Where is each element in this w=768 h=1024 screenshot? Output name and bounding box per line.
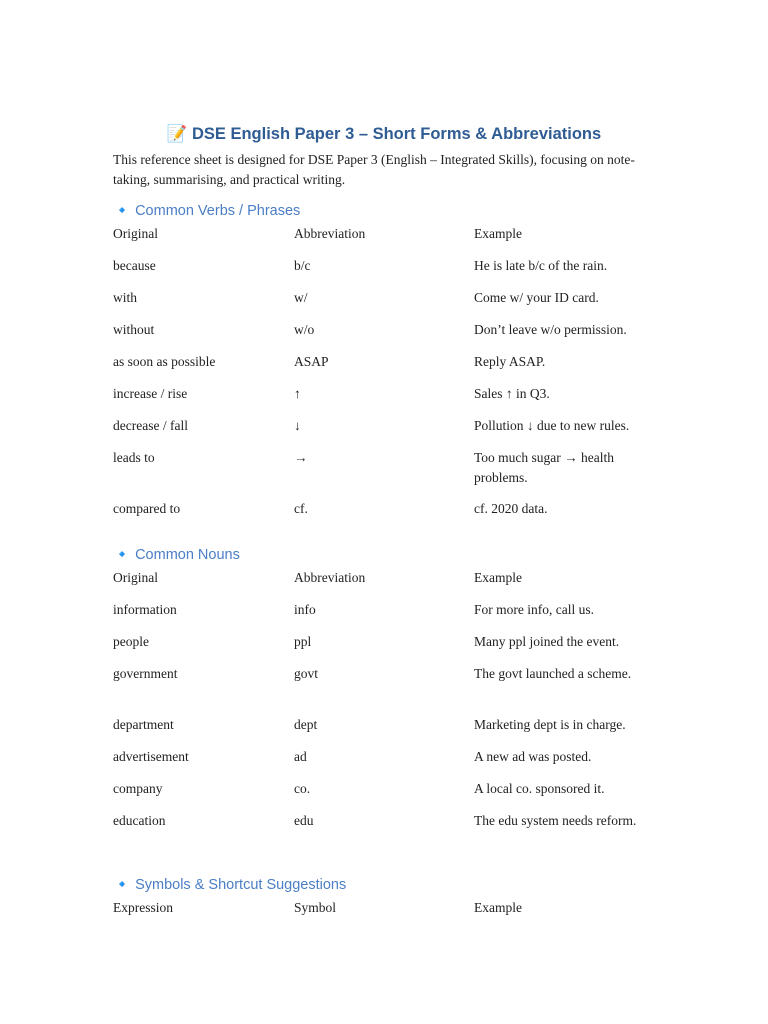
cell-abbreviation: ppl [294,634,312,649]
cell-example: The edu system needs reform. [474,813,637,828]
cell-abbreviation: b/c [294,258,311,273]
section-heading-symbols: 🔹 Symbols & Shortcut Suggestions [113,877,347,893]
cell-abbreviation: dept [294,717,318,732]
cell-original: because [113,258,156,273]
cell-abbreviation: w/ [294,290,308,305]
cell-example: Come w/ your ID card. [474,290,599,305]
cell-original: without [113,322,155,337]
column-header: Original [113,226,158,241]
cell-original: compared to [113,501,181,516]
cell-original: education [113,813,166,828]
cell-example: He is late b/c of the rain. [474,258,608,273]
cell-original: advertisement [113,749,189,764]
cell-abbreviation: ad [294,749,307,764]
cell-abbreviation: cf. [294,501,308,516]
cell-original: leads to [113,450,155,465]
column-header: Example [474,570,522,585]
cell-original: information [113,602,177,617]
column-header: Abbreviation [294,570,366,585]
cell-example: Too much sugar → health problems. [474,450,615,485]
column-header: Abbreviation [294,226,366,241]
cell-example: Sales ↑ in Q3. [474,386,550,401]
cell-abbreviation: w/o [294,322,315,337]
cell-original: department [113,717,174,732]
cell-original: increase / rise [113,386,188,401]
cell-abbreviation: co. [294,781,311,796]
cell-example: Don’t leave w/o permission. [474,322,627,337]
cell-example: Reply ASAP. [474,354,546,369]
cell-example: A new ad was posted. [474,749,592,764]
cell-original: company [113,781,163,796]
cell-abbreviation: → [294,450,308,465]
cell-original: as soon as possible [113,354,216,369]
intro-paragraph: This reference sheet is designed for DSE Paper 3 (English – Integrated Skills), focusing on note-taking, summarising, and practical writing. [113,152,635,187]
cell-example: A local co. sponsored it. [474,781,605,796]
cell-example: Many ppl joined the event. [474,634,620,649]
cell-original: people [113,634,149,649]
cell-abbreviation: ↓ [294,418,301,433]
section-heading-verbs: 🔹 Common Verbs / Phrases [113,203,301,219]
cell-abbreviation: ↑ [294,386,301,401]
section-heading-nouns: 🔹 Common Nouns [113,547,240,563]
page-title: 📝 DSE English Paper 3 – Short Forms & Abbreviations [166,125,602,143]
cell-example: For more info, call us. [474,602,594,617]
cell-abbreviation: edu [294,813,314,828]
cell-example: Marketing dept is in charge. [474,717,626,732]
cell-abbreviation: ASAP [294,354,329,369]
cell-abbreviation: govt [294,666,319,681]
column-header: Expression [113,900,173,915]
column-header: Original [113,570,158,585]
cell-example: cf. 2020 data. [474,501,548,516]
cell-original: decrease / fall [113,418,188,433]
column-header: Example [474,226,522,241]
column-header: Example [474,900,522,915]
cell-abbreviation: info [294,602,316,617]
cell-original: with [113,290,138,305]
cell-example: Pollution ↓ due to new rules. [474,418,630,433]
column-header: Symbol [294,900,337,915]
cell-original: government [113,666,178,681]
cell-example: The govt launched a scheme. [474,666,632,681]
